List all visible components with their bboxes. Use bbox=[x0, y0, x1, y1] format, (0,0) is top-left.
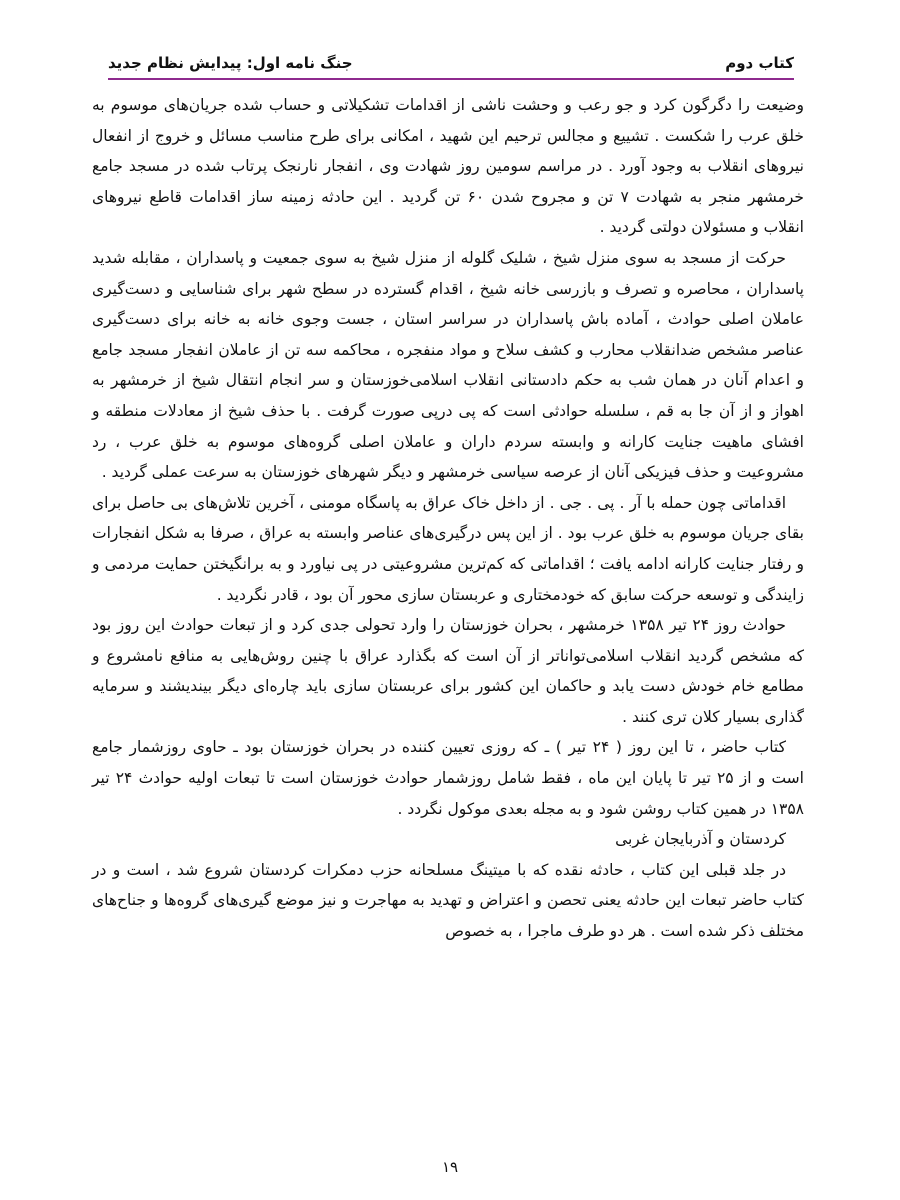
page-number: ۱۹ bbox=[441, 1158, 459, 1176]
paragraph-1: وضیعت را دگرگون کرد و جو رعب و وحشت ناشی از اقدامات تشکیلاتی و حساب شده جریان‌های موسوم به خلق عرب را شکست . تشییع و مجالس ترحیم این شهید ، امکانی برای طرح مناسب مسائل و خروج از انفعال نیروهای انقلاب به وجود آورد . در مراسم سومین روز شهادت وی ، انفجار نارنجک پرتاب شده در مسجد جامع خرمشهر منجر به شهادت ۷ تن و مجروح شدن ۶۰ تن گردید . این حادثه زمینه ساز اقدامات قاطع نیروهای انقلاب و مسئولان دولتی گردید . bbox=[92, 96, 804, 237]
paragraph-6: در جلد قبلی این کتاب ، حادثه نقده که با میتینگ مسلحانه حزب دمکرات کردستان شروع شد ، است و در کتاب حاضر تبعات این حادثه یعنی تحصن و اعتراض و تهدید به مهاجرت و نیز موضع گیری‌های گروه‌ها و جناح‌های مختلف ذکر شده است . هر دو طرف ماجرا ، به خصوص bbox=[92, 860, 804, 941]
body-text bbox=[92, 90, 804, 947]
paragraph-2: حرکت از مسجد به سوی منزل شیخ ، شلیک گلوله از منزل شیخ به سوی جمعیت و پاسداران ، مقابله شدید پاسداران ، محاصره و تصرف و بازرسی خانه شیخ ، اقدام گسترده در سطح شهر برای شناسایی و دست‌گیری عاملان اصلی حوادث ، آماده باش پاسداران در سراسر استان ، جست وجوی خانه به خانه برای دست‌گیری عناصر مشخص ضدانقلاب محارب و کشف سلاح و مواد منفجره ، محاکمه سه تن از عاملان انفجار مسجد جامع و اعدام آنان در همان شب به حکم دادستانی انقلاب اسلامی‌خوزستان و سر انجام انتقال شیخ از خرمشهر به اهواز و از آن جا به قم ، سلسله حوادثی است که پی درپی صورت گرفت . با حذف شیخ از معادلات منطقه و افشای ماهیت جنایت کارانه و وابسته سردم داران و عاملان اصلی گروه‌های موسوم به خلق عرب ، رد مشروعیت و حذف فیزیکی آنان از عرصه سیاسی خرمشهر و دیگر شهرهای خوزستان به سرعت عملی گردید . bbox=[92, 248, 804, 482]
paragraph-5: کتاب حاضر ، تا این روز ( ۲۴ تیر ) ـ که روزی تعیین کننده در بحران خوزستان بود ـ حاوی روزشمار جامع است و از ۲۵ تیر تا پایان این ماه ، فقط شامل روزشمار حوادث خوزستان است تا تبعات اولیه حوادث ۲۴ تیر ۱۳۵۸ در همین کتاب روشن شود و به مجله بعدی موکول نگردد . bbox=[92, 738, 804, 818]
paragraph-4: حوادث روز ۲۴ تیر ۱۳۵۸ خرمشهر ، بحران خوزستان را وارد تحولی جدی کرد و از تبعات حوادث این روز بود که مشخص گردید انقلاب اسلامی‌توانا‌تر از آن است که بگذارد عراق با چنین روش‌هایی به منافع نامشروع و مطامع خام خودش دست یابد و حاکمان این کشور برای عربستان سازی باید چاره‌ای دیگر بیندیشند و سرمایه گذاری بسیار کلان تری کنند . bbox=[92, 616, 804, 726]
header-book-title: کتاب دوم bbox=[725, 54, 794, 72]
header-chapter-title: جنگ نامه اول: پیدایش نظام جدید bbox=[108, 54, 353, 72]
page-header bbox=[108, 44, 794, 80]
paragraph-3: اقداماتی چون حمله با آر . پی . جی . از داخل خاک عراق به پاسگاه مومنی ، آخرین تلاش‌های بی حاصل برای بقای جریان موسوم به خلق عرب بود . از این پس درگیری‌های عناصر وابسته به عراق ، صرفا به شکل انفجارات و رفتار جنایت کارانه ادامه یافت ؛ اقداماتی که کم‌ترین مشروعیتی در پی نیاورد و به برانگیختن حمایت مردمی و زایندگی و توسعه حرکت سابق که خودمختاری و عربستان سازی محور آن بود ، قادر نگردید . bbox=[92, 493, 804, 604]
section-subheading: کردستان و آذربایجان غربی bbox=[615, 830, 786, 849]
